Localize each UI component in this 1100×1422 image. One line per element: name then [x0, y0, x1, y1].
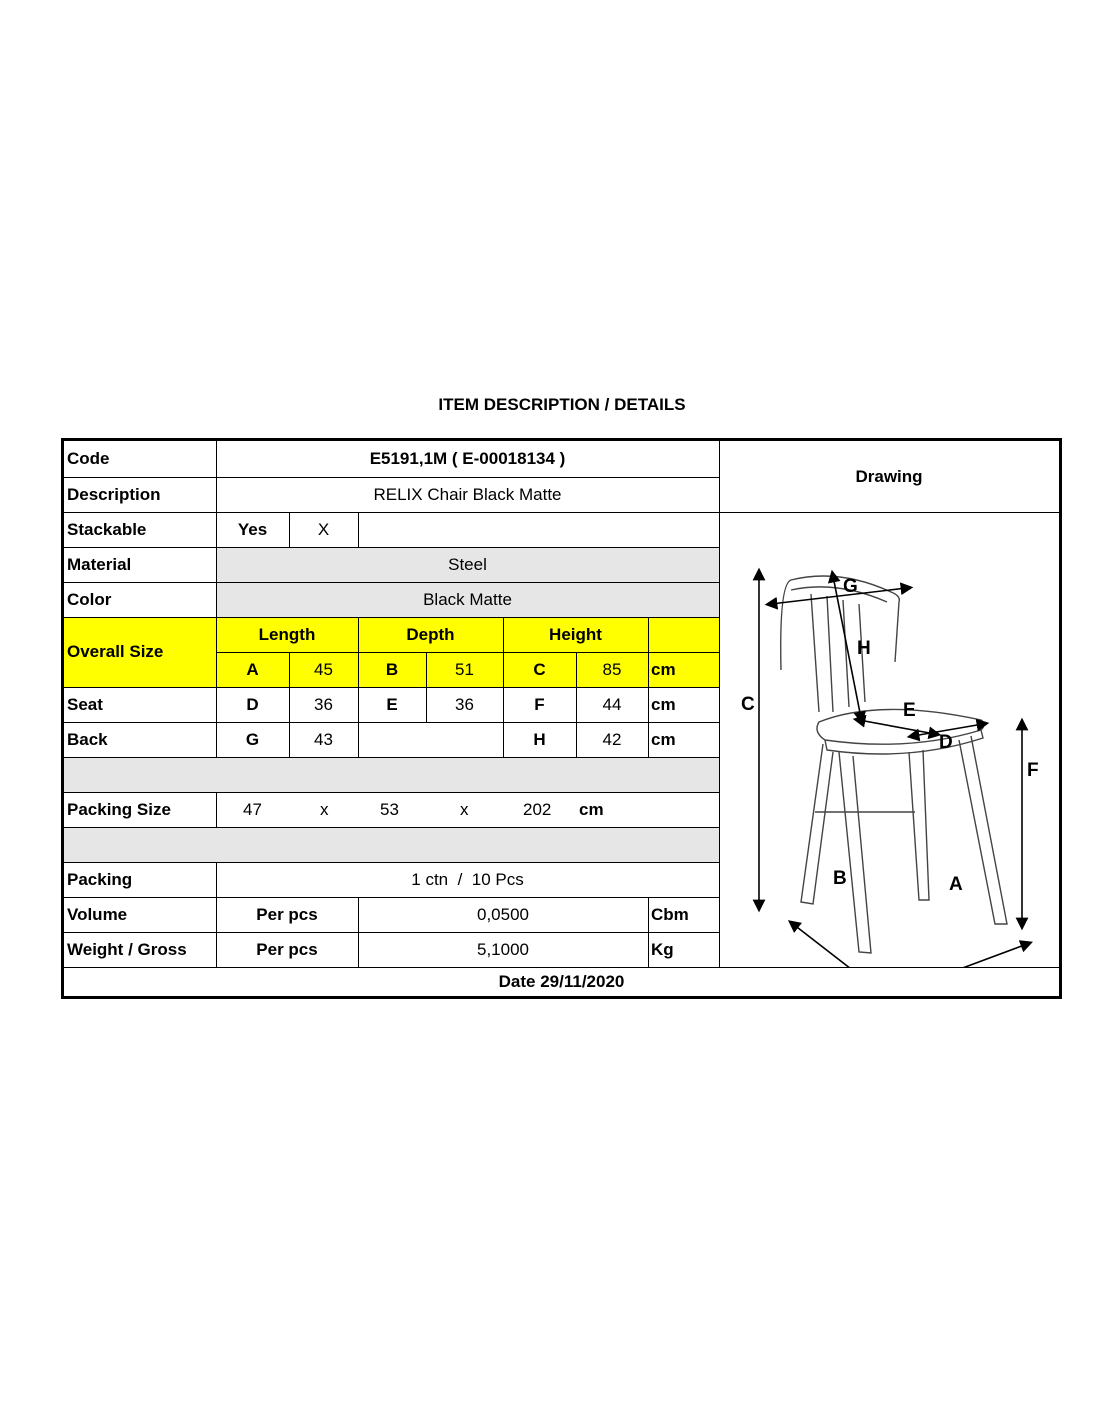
volume-unit: Cbm: [651, 904, 689, 924]
weight-unit: Kg: [651, 939, 674, 959]
packing-size-sep-2: x: [460, 799, 469, 819]
stackable-label: Stackable: [67, 519, 147, 539]
seat-unit: cm: [651, 694, 676, 714]
packing-size-unit: cm: [579, 799, 604, 819]
seat-label: Seat: [67, 694, 103, 714]
dim-value-g: 43: [314, 729, 333, 749]
description-label: Description: [67, 484, 161, 504]
dim-label-a: A: [949, 874, 963, 895]
dimension-arrows: [759, 574, 1027, 967]
packing-size-width: 53: [380, 799, 399, 819]
back-unit: cm: [651, 729, 676, 749]
material-value: Steel: [448, 554, 487, 574]
dim-label-d: D: [939, 732, 953, 753]
document-title: ITEM DESCRIPTION / DETAILS: [438, 395, 686, 414]
description-value: RELIX Chair Black Matte: [373, 484, 562, 504]
date-footer: Date 29/11/2020: [498, 971, 625, 991]
color-label: Color: [67, 589, 112, 609]
item-details-table: [61, 438, 1062, 999]
volume-value: 0,0500: [477, 904, 529, 924]
back-label: Back: [67, 729, 108, 749]
dim-value-h: 42: [602, 729, 622, 749]
code-label: Code: [67, 449, 110, 468]
dim-key-g: G: [245, 729, 260, 749]
spacer-row-2: [64, 827, 719, 862]
dim-value-a: 45: [314, 659, 333, 679]
dim-key-e: E: [386, 694, 398, 714]
packing-size-label: Packing Size: [67, 799, 171, 819]
packing-size-length: 47: [243, 799, 262, 819]
volume-per: Per pcs: [256, 904, 318, 924]
dim-key-h: H: [533, 729, 546, 749]
chair-outline: [781, 576, 1007, 953]
dim-label-g: G: [843, 576, 858, 597]
code-value: E5191,1M ( E-00018134 ): [369, 449, 566, 468]
stackable-mark: X: [317, 519, 330, 539]
dim-value-e: 36: [455, 694, 474, 714]
dimension-letters: [741, 576, 1039, 895]
dim-value-c: 85: [602, 659, 622, 679]
color-value: Black Matte: [423, 589, 512, 609]
overall-unit: cm: [651, 659, 676, 679]
dim-value-f: 44: [602, 694, 622, 714]
drawing-header: Drawing: [855, 466, 923, 486]
height-header: Height: [549, 624, 602, 644]
dim-key-d: D: [246, 694, 259, 714]
packing-value: 1 ctn / 10 Pcs: [411, 869, 524, 889]
depth-header: Depth: [406, 624, 455, 644]
spacer-row-1: [64, 757, 719, 792]
weight-label: Weight / Gross: [67, 939, 187, 959]
dim-label-c: C: [741, 694, 755, 715]
stackable-yes: Yes: [237, 519, 268, 539]
dim-label-b: B: [833, 868, 847, 889]
dim-value-d: 36: [314, 694, 333, 714]
dim-value-b: 51: [455, 659, 474, 679]
weight-value: 5,1000: [477, 939, 529, 959]
dim-key-a: A: [246, 659, 259, 679]
packing-label: Packing: [67, 869, 133, 889]
chair-drawing: [719, 512, 1059, 967]
volume-label: Volume: [67, 904, 128, 924]
dim-key-c: C: [533, 659, 546, 679]
material-label: Material: [67, 554, 132, 574]
dim-key-f: F: [534, 694, 545, 714]
packing-size-height: 202: [523, 799, 552, 819]
weight-per: Per pcs: [256, 939, 318, 959]
overall-size-label: Overall Size: [67, 642, 164, 661]
chair-dimension-diagram: [719, 512, 1059, 967]
packing-size-sep-1: x: [320, 799, 329, 819]
dim-key-b: B: [385, 659, 399, 679]
dim-label-h: H: [857, 638, 871, 659]
dim-label-e: E: [903, 700, 916, 721]
length-header: Length: [258, 624, 316, 644]
packing-size-values: [216, 792, 719, 827]
dim-label-f: F: [1027, 760, 1039, 781]
